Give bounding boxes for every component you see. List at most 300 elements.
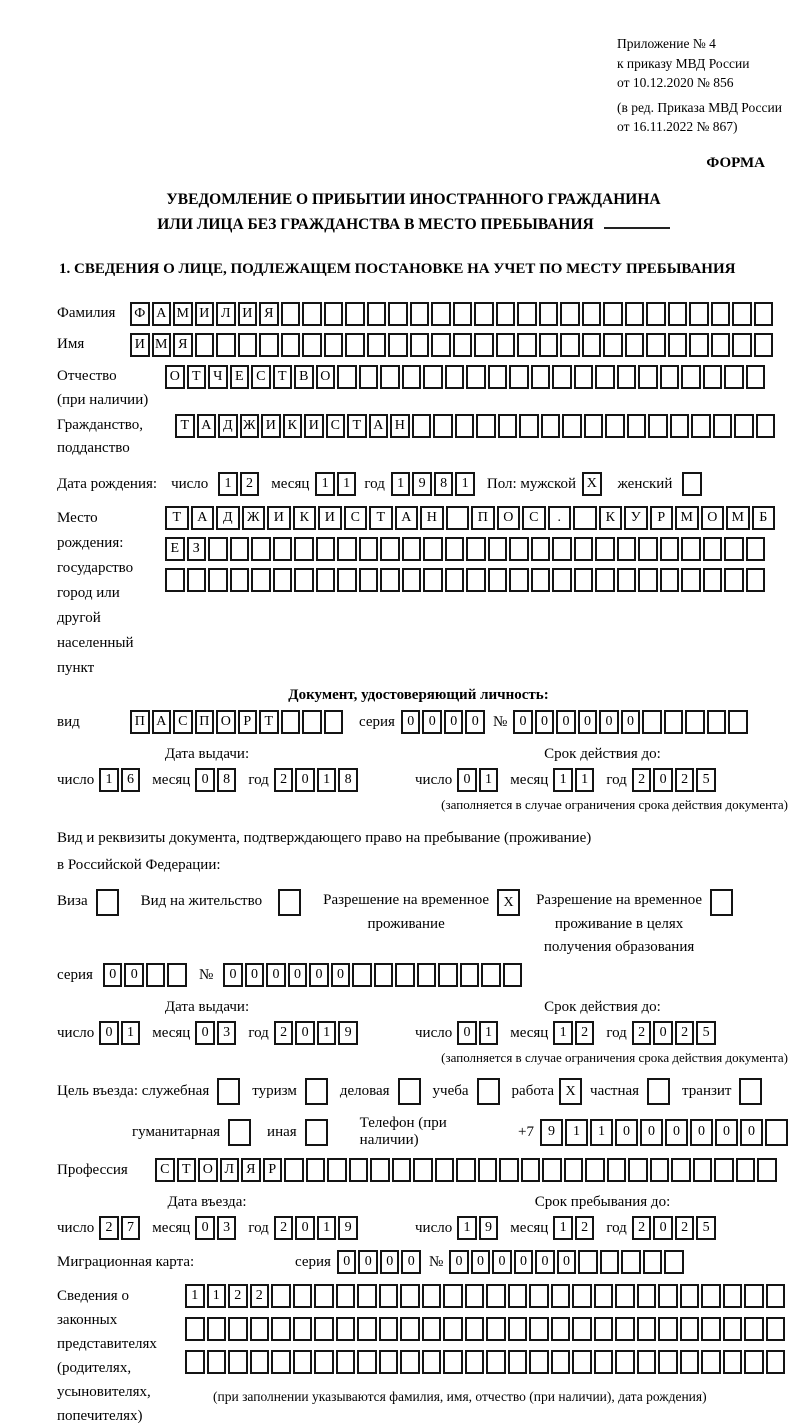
char-box[interactable]: 1 [185, 1284, 205, 1308]
char-box[interactable] [379, 1350, 399, 1374]
char-box[interactable] [732, 302, 752, 326]
char-box[interactable]: И [238, 302, 258, 326]
char-box[interactable] [165, 568, 185, 592]
char-box[interactable]: 1 [317, 1021, 337, 1045]
char-box[interactable]: Т [273, 365, 293, 389]
char-box[interactable] [496, 302, 516, 326]
char-box[interactable]: А [191, 506, 215, 530]
char-box[interactable] [703, 365, 723, 389]
char-box[interactable] [445, 365, 465, 389]
char-box[interactable] [603, 333, 623, 357]
char-box[interactable] [474, 302, 494, 326]
char-box[interactable] [208, 568, 228, 592]
char-box[interactable] [681, 568, 701, 592]
char-box[interactable] [367, 302, 387, 326]
char-box[interactable] [574, 568, 594, 592]
char-box[interactable] [395, 963, 415, 987]
char-box[interactable]: М [726, 506, 750, 530]
char-box[interactable] [400, 1350, 420, 1374]
char-box[interactable]: О [216, 710, 236, 734]
char-box[interactable] [466, 365, 486, 389]
char-box[interactable]: Я [173, 333, 193, 357]
char-box[interactable] [273, 537, 293, 561]
char-box[interactable]: 0 [578, 710, 598, 734]
char-box[interactable]: П [471, 506, 495, 530]
char-box[interactable] [744, 1350, 764, 1374]
char-box[interactable]: Д [218, 414, 238, 438]
char-box[interactable]: Б [752, 506, 776, 530]
char-box[interactable] [723, 1284, 743, 1308]
char-box[interactable] [352, 963, 372, 987]
char-box[interactable]: Я [259, 302, 279, 326]
char-box[interactable] [594, 1317, 614, 1341]
char-box[interactable] [345, 302, 365, 326]
char-box[interactable]: 0 [556, 710, 576, 734]
char-box[interactable] [582, 333, 602, 357]
char-box[interactable]: Ч [208, 365, 228, 389]
char-box[interactable]: 0 [615, 1119, 638, 1146]
checkbox-cell[interactable] [217, 1078, 240, 1105]
surname-boxes[interactable] [130, 302, 775, 326]
char-box[interactable] [585, 1158, 605, 1182]
char-box[interactable] [455, 414, 475, 438]
char-box[interactable] [681, 537, 701, 561]
char-box[interactable] [681, 365, 701, 389]
char-box[interactable] [539, 333, 559, 357]
char-box[interactable] [423, 537, 443, 561]
char-box[interactable] [627, 414, 647, 438]
char-box[interactable]: 0 [653, 768, 673, 792]
char-box[interactable]: 0 [195, 1021, 215, 1045]
char-box[interactable]: 0 [358, 1250, 378, 1274]
char-box[interactable] [723, 1350, 743, 1374]
char-box[interactable] [595, 537, 615, 561]
char-box[interactable]: 0 [740, 1119, 763, 1146]
char-box[interactable] [689, 302, 709, 326]
char-box[interactable]: И [261, 414, 281, 438]
char-box[interactable]: Т [175, 414, 195, 438]
char-box[interactable] [476, 414, 496, 438]
char-box[interactable] [646, 302, 666, 326]
permit-issue-year-boxes[interactable] [274, 1021, 360, 1045]
purpose-humanitarian-checkbox[interactable] [228, 1119, 253, 1146]
char-box[interactable] [251, 568, 271, 592]
birthplace-row2-boxes[interactable] [165, 537, 767, 561]
char-box[interactable] [337, 365, 357, 389]
char-box[interactable] [595, 568, 615, 592]
char-box[interactable]: 1 [553, 1216, 573, 1240]
char-box[interactable] [250, 1350, 270, 1374]
char-box[interactable] [293, 1317, 313, 1341]
char-box[interactable]: О [198, 1158, 218, 1182]
char-box[interactable] [208, 537, 228, 561]
permit-series-boxes[interactable] [103, 963, 189, 987]
entry-year-boxes[interactable] [274, 1216, 360, 1240]
char-box[interactable] [551, 1350, 571, 1374]
char-box[interactable] [562, 414, 582, 438]
char-box[interactable] [259, 333, 279, 357]
char-box[interactable]: 0 [99, 1021, 119, 1045]
char-box[interactable] [359, 568, 379, 592]
char-box[interactable]: П [130, 710, 150, 734]
char-box[interactable] [488, 537, 508, 561]
char-box[interactable] [689, 333, 709, 357]
char-box[interactable] [336, 1317, 356, 1341]
char-box[interactable]: И [318, 506, 342, 530]
char-box[interactable] [615, 1317, 635, 1341]
char-box[interactable] [446, 506, 470, 530]
char-box[interactable] [642, 710, 662, 734]
char-box[interactable]: 8 [434, 472, 454, 496]
char-box[interactable] [638, 568, 658, 592]
char-box[interactable] [388, 333, 408, 357]
permit-expiry-day-boxes[interactable] [457, 1021, 500, 1045]
char-box[interactable]: Ж [242, 506, 266, 530]
char-box[interactable]: 0 [295, 768, 315, 792]
char-box[interactable] [757, 1158, 777, 1182]
char-box[interactable] [529, 1317, 549, 1341]
char-box[interactable] [714, 1158, 734, 1182]
char-box[interactable]: 1 [317, 768, 337, 792]
char-box[interactable]: 0 [266, 963, 286, 987]
stay-place-blank-line[interactable] [604, 213, 670, 229]
char-box[interactable] [465, 1350, 485, 1374]
char-box[interactable] [595, 365, 615, 389]
purpose-business-checkbox[interactable] [398, 1078, 423, 1105]
char-box[interactable] [412, 414, 432, 438]
char-box[interactable]: 9 [412, 472, 432, 496]
char-box[interactable] [230, 537, 250, 561]
char-box[interactable] [357, 1284, 377, 1308]
checkbox-cell[interactable] [96, 889, 119, 916]
char-box[interactable] [509, 537, 529, 561]
char-box[interactable]: 2 [250, 1284, 270, 1308]
char-box[interactable] [615, 1350, 635, 1374]
purpose-transit-checkbox[interactable] [739, 1078, 764, 1105]
char-box[interactable] [670, 414, 690, 438]
char-box[interactable]: Я [241, 1158, 261, 1182]
birthplace-row3-boxes[interactable] [165, 568, 767, 592]
char-box[interactable]: А [152, 710, 172, 734]
char-box[interactable]: 0 [621, 710, 641, 734]
char-box[interactable] [433, 414, 453, 438]
char-box[interactable]: 2 [675, 1216, 695, 1240]
char-box[interactable] [746, 365, 766, 389]
char-box[interactable]: 2 [675, 768, 695, 792]
char-box[interactable] [357, 1350, 377, 1374]
char-box[interactable]: Т [165, 506, 189, 530]
char-box[interactable] [625, 302, 645, 326]
char-box[interactable]: Д [216, 506, 240, 530]
char-box[interactable] [509, 568, 529, 592]
checkbox-cell[interactable] [477, 1078, 500, 1105]
char-box[interactable] [284, 1158, 304, 1182]
char-box[interactable] [648, 414, 668, 438]
char-box[interactable]: 9 [338, 1021, 358, 1045]
char-box[interactable] [314, 1284, 334, 1308]
name-boxes[interactable] [130, 333, 775, 357]
char-box[interactable] [529, 1284, 549, 1308]
stay-year-boxes[interactable] [632, 1216, 718, 1240]
char-box[interactable] [744, 1284, 764, 1308]
birth-year-boxes[interactable] [391, 472, 477, 496]
char-box[interactable]: 5 [696, 768, 716, 792]
char-box[interactable]: 0 [195, 1216, 215, 1240]
char-box[interactable] [574, 365, 594, 389]
char-box[interactable]: Л [220, 1158, 240, 1182]
char-box[interactable]: З [187, 537, 207, 561]
char-box[interactable]: 0 [640, 1119, 663, 1146]
char-box[interactable]: 5 [696, 1216, 716, 1240]
char-box[interactable] [294, 537, 314, 561]
permit-number-boxes[interactable] [223, 963, 524, 987]
checkbox-cell[interactable] [647, 1078, 670, 1105]
checkbox-cell[interactable] [305, 1078, 328, 1105]
permit-issue-day-boxes[interactable] [99, 1021, 142, 1045]
char-box[interactable] [337, 568, 357, 592]
char-box[interactable]: 2 [632, 1216, 652, 1240]
char-box[interactable] [756, 414, 776, 438]
char-box[interactable] [711, 302, 731, 326]
char-box[interactable]: . [548, 506, 572, 530]
char-box[interactable]: Т [259, 710, 279, 734]
char-box[interactable] [724, 568, 744, 592]
char-box[interactable]: 9 [540, 1119, 563, 1146]
char-box[interactable]: 0 [457, 768, 477, 792]
char-box[interactable] [324, 302, 344, 326]
char-box[interactable]: У [624, 506, 648, 530]
char-box[interactable] [250, 1317, 270, 1341]
char-box[interactable] [637, 1317, 657, 1341]
doc-series-boxes[interactable] [401, 710, 487, 734]
birth-month-boxes[interactable] [315, 472, 358, 496]
char-box[interactable]: 3 [217, 1216, 237, 1240]
doc-type-boxes[interactable] [130, 710, 345, 734]
checkbox-cell[interactable] [682, 472, 702, 496]
checkbox-cell[interactable] [228, 1119, 251, 1146]
char-box[interactable]: 0 [449, 1250, 469, 1274]
char-box[interactable]: Е [230, 365, 250, 389]
char-box[interactable]: 1 [337, 472, 357, 496]
checkbox-cell[interactable] [710, 889, 733, 916]
char-box[interactable]: 1 [99, 768, 119, 792]
char-box[interactable]: 0 [401, 710, 421, 734]
char-box[interactable]: 2 [274, 1216, 294, 1240]
char-box[interactable] [517, 302, 537, 326]
char-box[interactable] [422, 1317, 442, 1341]
char-box[interactable] [650, 1158, 670, 1182]
char-box[interactable]: М [675, 506, 699, 530]
char-box[interactable]: 0 [124, 963, 144, 987]
doc-number-boxes[interactable] [513, 710, 750, 734]
char-box[interactable] [671, 1158, 691, 1182]
char-box[interactable] [488, 365, 508, 389]
char-box[interactable] [146, 963, 166, 987]
char-box[interactable]: И [195, 302, 215, 326]
char-box[interactable] [281, 302, 301, 326]
char-box[interactable] [701, 1350, 721, 1374]
char-box[interactable]: 0 [245, 963, 265, 987]
char-box[interactable] [435, 1158, 455, 1182]
char-box[interactable] [336, 1350, 356, 1374]
purpose-other-checkbox[interactable] [305, 1119, 330, 1146]
char-box[interactable]: М [173, 302, 193, 326]
char-box[interactable]: 0 [513, 710, 533, 734]
char-box[interactable] [736, 1158, 756, 1182]
char-box[interactable]: К [293, 506, 317, 530]
char-box[interactable] [539, 302, 559, 326]
char-box[interactable] [271, 1350, 291, 1374]
char-box[interactable] [680, 1317, 700, 1341]
char-box[interactable] [466, 537, 486, 561]
char-box[interactable] [724, 365, 744, 389]
char-box[interactable]: 0 [665, 1119, 688, 1146]
char-box[interactable] [519, 414, 539, 438]
char-box[interactable] [503, 963, 523, 987]
char-box[interactable]: П [195, 710, 215, 734]
char-box[interactable] [713, 414, 733, 438]
char-box[interactable] [646, 333, 666, 357]
char-box[interactable] [207, 1317, 227, 1341]
char-box[interactable]: 0 [401, 1250, 421, 1274]
char-box[interactable]: 0 [223, 963, 243, 987]
char-box[interactable] [486, 1284, 506, 1308]
entry-month-boxes[interactable] [195, 1216, 238, 1240]
char-box[interactable] [766, 1350, 786, 1374]
purpose-official-checkbox[interactable] [217, 1078, 242, 1105]
char-box[interactable] [660, 365, 680, 389]
char-box[interactable] [294, 568, 314, 592]
char-box[interactable]: 2 [575, 1021, 595, 1045]
representatives-row2-boxes[interactable] [185, 1317, 787, 1341]
char-box[interactable] [410, 333, 430, 357]
char-box[interactable] [499, 1158, 519, 1182]
char-box[interactable] [552, 568, 572, 592]
birthplace-row1-boxes[interactable] [165, 506, 777, 530]
char-box[interactable]: А [152, 302, 172, 326]
char-box[interactable] [357, 1317, 377, 1341]
char-box[interactable] [605, 414, 625, 438]
char-box[interactable] [465, 1284, 485, 1308]
char-box[interactable] [431, 333, 451, 357]
char-box[interactable] [481, 963, 501, 987]
char-box[interactable] [723, 1317, 743, 1341]
char-box[interactable] [508, 1317, 528, 1341]
temp-residence-checkbox[interactable] [497, 889, 522, 916]
char-box[interactable] [703, 568, 723, 592]
char-box[interactable] [413, 1158, 433, 1182]
char-box[interactable] [327, 1158, 347, 1182]
char-box[interactable]: 0 [103, 963, 123, 987]
char-box[interactable] [466, 568, 486, 592]
char-box[interactable] [359, 537, 379, 561]
char-box[interactable]: О [497, 506, 521, 530]
char-box[interactable] [711, 333, 731, 357]
char-box[interactable] [417, 963, 437, 987]
char-box[interactable]: М [152, 333, 172, 357]
char-box[interactable] [453, 333, 473, 357]
char-box[interactable] [281, 710, 301, 734]
char-box[interactable]: 0 [309, 963, 329, 987]
char-box[interactable] [195, 333, 215, 357]
char-box[interactable] [551, 1284, 571, 1308]
char-box[interactable] [724, 537, 744, 561]
char-box[interactable] [207, 1350, 227, 1374]
char-box[interactable] [336, 1284, 356, 1308]
char-box[interactable] [754, 302, 774, 326]
char-box[interactable]: 1 [121, 1021, 141, 1045]
char-box[interactable] [216, 333, 236, 357]
phone-boxes[interactable] [540, 1119, 790, 1146]
char-box[interactable]: Р [650, 506, 674, 530]
char-box[interactable]: 8 [338, 768, 358, 792]
char-box[interactable] [410, 302, 430, 326]
checkbox-cell[interactable] [398, 1078, 421, 1105]
char-box[interactable] [460, 963, 480, 987]
char-box[interactable] [658, 1317, 678, 1341]
char-box[interactable]: 2 [575, 1216, 595, 1240]
char-box[interactable] [680, 1350, 700, 1374]
checkbox-cell[interactable]: X [497, 889, 520, 916]
char-box[interactable]: 0 [492, 1250, 512, 1274]
char-box[interactable]: 2 [632, 768, 652, 792]
char-box[interactable] [228, 1317, 248, 1341]
char-box[interactable] [664, 710, 684, 734]
char-box[interactable] [600, 1250, 620, 1274]
char-box[interactable] [637, 1350, 657, 1374]
char-box[interactable] [552, 537, 572, 561]
permit-expiry-month-boxes[interactable] [553, 1021, 596, 1045]
checkbox-cell[interactable]: X [582, 472, 602, 496]
char-box[interactable] [402, 568, 422, 592]
char-box[interactable] [691, 414, 711, 438]
char-box[interactable] [380, 365, 400, 389]
char-box[interactable] [445, 537, 465, 561]
char-box[interactable]: 9 [479, 1216, 499, 1240]
char-box[interactable]: А [395, 506, 419, 530]
char-box[interactable] [582, 302, 602, 326]
char-box[interactable] [316, 537, 336, 561]
char-box[interactable] [531, 365, 551, 389]
char-box[interactable]: 2 [99, 1216, 119, 1240]
char-box[interactable]: 1 [391, 472, 411, 496]
char-box[interactable] [379, 1284, 399, 1308]
char-box[interactable] [402, 365, 422, 389]
char-box[interactable] [754, 333, 774, 357]
char-box[interactable]: 0 [465, 710, 485, 734]
char-box[interactable]: Т [177, 1158, 197, 1182]
char-box[interactable]: 1 [575, 768, 595, 792]
char-box[interactable]: 7 [121, 1216, 141, 1240]
char-box[interactable]: 0 [288, 963, 308, 987]
char-box[interactable] [603, 302, 623, 326]
char-box[interactable]: Ж [240, 414, 260, 438]
char-box[interactable] [551, 1317, 571, 1341]
char-box[interactable]: 0 [715, 1119, 738, 1146]
char-box[interactable] [693, 1158, 713, 1182]
char-box[interactable] [422, 1350, 442, 1374]
char-box[interactable]: 1 [207, 1284, 227, 1308]
char-box[interactable] [400, 1317, 420, 1341]
char-box[interactable] [707, 710, 727, 734]
char-box[interactable] [185, 1317, 205, 1341]
char-box[interactable]: С [344, 506, 368, 530]
char-box[interactable] [281, 333, 301, 357]
char-box[interactable] [445, 568, 465, 592]
stay-month-boxes[interactable] [553, 1216, 596, 1240]
char-box[interactable] [638, 537, 658, 561]
char-box[interactable] [400, 1284, 420, 1308]
